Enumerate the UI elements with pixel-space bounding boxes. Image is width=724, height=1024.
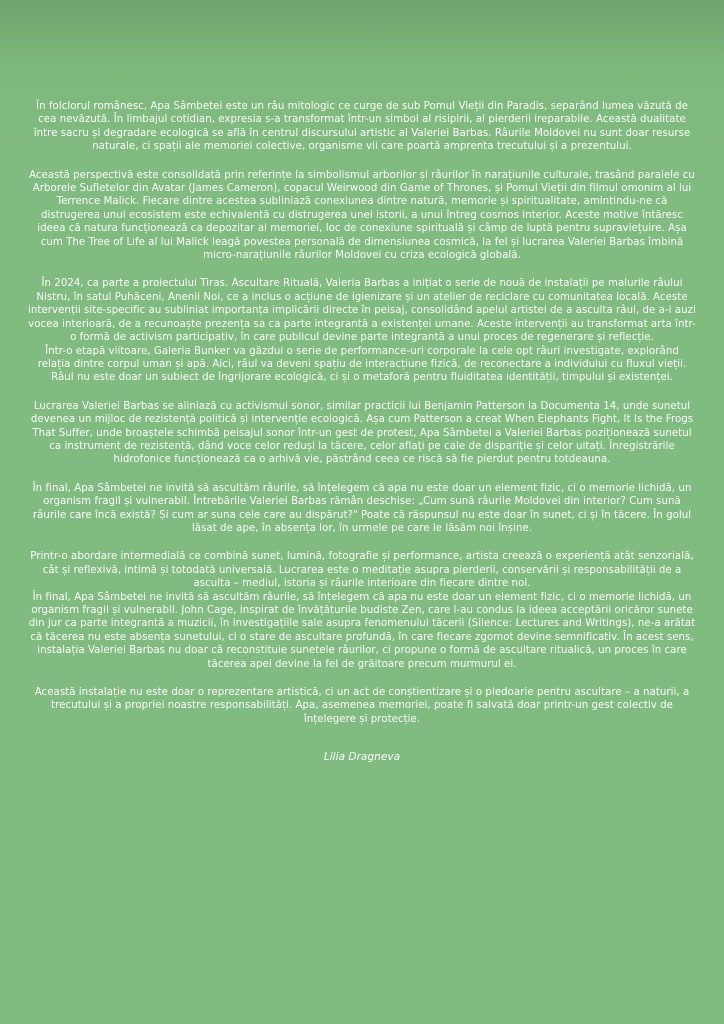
paragraph-5: Lucrarea Valeriei Barbas se aliniază cu activismul sonor, similar practicii lui Benjamin Patterson la Documenta 14, unde sunetul devenea un mijloc de rezistență politică și intervenție ecologică. Așa cum Patterson a creat When Elephants Fight, It Is the Frogs That Suffer, unde broaștele schimbă peisajul sonor într-un gest de protest, Apa Sâmbetei a Valeriei Barbas poziționează sunetul ca instrument de rezistență, dând voce celor reduși la tăcere, celor aflați pe cale de dispariție și celor uitați. Înregistrările hidrofonice funcționează ca o arhivă vie, păstrând ceea ce riscă să fie pierdut pentru totdeauna. <box>30 400 694 466</box>
paragraph-6: În final, Apa Sâmbetei ne invită să ascultăm râurile, să înțelegem că apa nu este doar un element fizic, ci o memorie lichidă, un organism fragil și vulnerabil. Întrebările Valeriei Barbas rămân deschise: „Cum sună râurile Moldovei din interior? Cum sună râurile care încă există? Și cum ar suna cele care au dispărut?" Poate că răspunsul nu este doar în sunet, ci și în tăcere. În golul lăsat de ape, în absența lor, în urmele pe care le lăsăm noi înșine. <box>32 482 692 534</box>
paragraph-8: În final, Apa Sâmbetei ne invită să ascultăm râurile, să înțelegem că apa nu este doar un element fizic, ci o memorie lichidă, un organism fragil și vulnerabil. John Cage, inspirat de învățăturile budiste Zen, care l-au condus la ideea acceptării oricăror sunete din jur ca parte integrantă a muzicii, în investigațiile sale asupra fenomenului tăcerii (Silence: Lectures and Writings), ne-a arătat că tăcerea nu este absența sunetului, ci o stare de ascultare profundă, în care fiecare zgomot devine semnificativ. În acest sens, instalația Valeriei Barbas nu doar că reconstituie sunetele râurilor, ci propune o formă de ascultare ritualică, un proces în care tăcerea apei devine la fel de grăitoare precum murmurul ei. <box>28 591 696 670</box>
author-signature: Lilia Dragneva <box>323 751 401 764</box>
paragraph-2: Această perspectivă este consolidată prin referințe la simbolismul arborilor și râurilor în narațiunile culturale, trasând paralele cu Arborele Sufletelor din Avatar (James Cameron), copacul Weirwood din Game of Thrones, și Pomul Vieții din filmul omonim al lui Terrence Malick. Fiecare dintre acestea subliniază conexiunea dintre natură, memorie și spiritualitate, amintindu-ne că distrugerea unui ecosistem este echivalentă cu distrugerea unei istorii, a unui întreg cosmos interior. Aceste motive întăresc ideea că natura funcționează ca depozitar al memoriei, loc de conexiune spirituală și câmp de luptă pentru supraviețuire. Așa cum The Tree of Life al lui Malick leagă povestea personală de dimensiunea cosmică, la fel și lucrarea Valeriei Barbas îmbină micro-narațiunile râurilor Moldovei cu criza ecologică globală. <box>29 169 695 262</box>
paragraph-1: În folclorul românesc, Apa Sâmbetei este un râu mitologic ce curge de sub Pomul Vieții din Paradis, separând lumea văzută de cea nevăzută. În limbajul cotidian, expresia s-a transformat într-un simbol al risipirii, al pierderii ireparabile. Această dualitate între sacru și degradare ecologică se află în centrul discursului artistic al Valeriei Barbas. Râurile Moldovei nu sunt doar resurse naturale, ci spații ale memoriei colective, organisme vii care poartă amprenta trecutului și a prezentului. <box>33 101 691 153</box>
paragraph-7: Printr-o abordare intermedială ce combină sunet, lumină, fotografie și performance, artista creează o experiență atât senzorială, cât și reflexivă, intimă și totodată universală. Lucrarea este o meditație asupra pierderii, conservării și responsabilității de a asculta – mediul, istoria și râurile interioare din fiecare dintre noi. <box>30 551 694 590</box>
paragraph-group-2 <box>28 550 696 671</box>
paragraph-4: Într-o etapă viitoare, Galeria Bunker va găzdui o serie de performance-uri corporale la cele opt râuri investigate, explorând relația dintre corpul uman și apă. Aici, râul va deveni spațiu de interacțiune fizică, de reconectare a individului cu fluxul vieții. Râul nu este doar un subiect de îngrijorare ecologică, ci și o metaforă pentru fluiditatea identității, timpului și existenței. <box>37 345 687 384</box>
paragraph-3: În 2024, ca parte a proiectului Tiras. Ascultare Rituală, Valeria Barbas a inițiat o serie de nouă de instalații pe malurile râului Nistru, în satul Puhăceni, Anenii Noi, ce a inclus o acțiune de igienizare și un atelier de reciclare cu comunitatea locală. Aceste intervenții site-specific au subliniat importanța implicării directe în peisaj, consolidând apelul artistei de a asculta râul, de a-i auzi vocea interioară, de a recunoaște prezența sa ca parte integrantă a existenței umane. Aceste intervenții au transformat arta într-o formă de activism participativ, în care publicul devine parte integrantă a unui proces de regenerare și reflecție. <box>28 278 696 344</box>
paragraph-9: Această instalație nu este doar o reprezentare artistică, ci un act de conștientizare și o pledoarie pentru ascultare – a naturii, a trecutului și a propriei noastre responsabilități. Apa, asemenea memoriei, poate fi salvată doar printr-un gest colectiv de înțelegere și protecție. <box>34 687 690 725</box>
paragraph-group-1 <box>28 277 696 384</box>
